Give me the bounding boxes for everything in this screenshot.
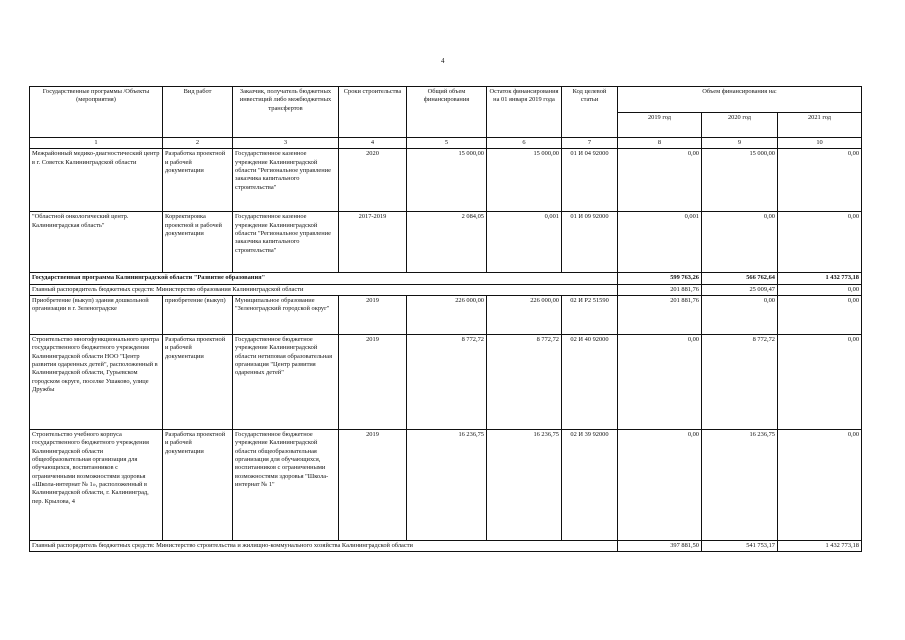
column-number: 1 xyxy=(30,138,163,149)
total-financing: 15 000,00 xyxy=(407,149,487,212)
distributor-title: Главный распорядитель бюджетных средств: Министерство образования Калининградской области xyxy=(30,284,618,295)
distributor-title: Главный распорядитель бюджетных средств: Министерство строительства и жилищно-коммунального хозяйства Калининградской области xyxy=(30,540,618,551)
amount-2020: 8 772,72 xyxy=(702,334,778,429)
customer: Государственное бюджетное учреждение Калининградской области общеобразовательная организация для обучающихся, воспитанников с ограниченными возможностями здоровья "Школа-интернат № 1" xyxy=(233,429,339,540)
target-code: 02 И 40 92000 xyxy=(562,334,618,429)
distributor-amount-2020: 25 009,47 xyxy=(702,284,778,295)
column-numbers-row xyxy=(30,138,862,149)
program-amount-2020: 566 762,64 xyxy=(702,273,778,284)
total-financing: 8 772,72 xyxy=(407,334,487,429)
table-row xyxy=(30,429,862,540)
header-remaining: Остаток финансирования на 01 января 2019 года xyxy=(487,87,562,138)
remaining-financing: 8 772,72 xyxy=(487,334,562,429)
target-code: 02 И 39 92000 xyxy=(562,429,618,540)
amount-2020: 0,00 xyxy=(702,295,778,334)
amount-2019: 0,00 xyxy=(618,429,702,540)
customer: Государственное казенное учреждение Калининградской области "Региональное управление заказчика капитального строительства" xyxy=(233,149,339,212)
amount-2021: 0,00 xyxy=(778,149,862,212)
page-number: 4 xyxy=(441,57,445,65)
amount-2019: 0,00 xyxy=(618,334,702,429)
header-work-type: Вид работ xyxy=(163,87,233,138)
budget-table xyxy=(29,86,862,552)
amount-2021: 0,00 xyxy=(778,295,862,334)
period: 2019 xyxy=(339,429,407,540)
distributor-amount-2020: 541 753,17 xyxy=(702,540,778,551)
header-programs: Государственные программы /Объекты (мероприятия) xyxy=(30,87,163,138)
header-year-2021: 2021 год xyxy=(778,112,862,138)
distributor-amount-2021: 1 432 773,18 xyxy=(778,540,862,551)
customer: Муниципальное образование "Зеленоградский городской округ" xyxy=(233,295,339,334)
work-type: Разработка проектной и рабочей документации xyxy=(163,334,233,429)
amount-2020: 0,00 xyxy=(702,212,778,273)
total-financing: 2 084,05 xyxy=(407,212,487,273)
work-type: Разработка проектной и рабочей документации xyxy=(163,149,233,212)
work-type: Разработка проектной и рабочей документации xyxy=(163,429,233,540)
program-amount-2019: 599 763,26 xyxy=(618,273,702,284)
period: 2017-2019 xyxy=(339,212,407,273)
column-number: 7 xyxy=(562,138,618,149)
distributor-row xyxy=(30,284,862,295)
header-total: Общий объем финансирования xyxy=(407,87,487,138)
work-type: Корректировка проектной и рабочей документации xyxy=(163,212,233,273)
period: 2019 xyxy=(339,295,407,334)
customer: Государственное бюджетное учреждение Калининградской области нетиповая образовательная организация "Центр развития одаренных детей" xyxy=(233,334,339,429)
distributor-amount-2019: 201 881,76 xyxy=(618,284,702,295)
amount-2021: 0,00 xyxy=(778,429,862,540)
total-financing: 226 000,00 xyxy=(407,295,487,334)
amount-2021: 0,00 xyxy=(778,334,862,429)
amount-2019: 0,001 xyxy=(618,212,702,273)
remaining-financing: 15 000,00 xyxy=(487,149,562,212)
total-financing: 16 236,75 xyxy=(407,429,487,540)
remaining-financing: 226 000,00 xyxy=(487,295,562,334)
target-code: 01 И 04 92000 xyxy=(562,149,618,212)
amount-2019: 201 881,76 xyxy=(618,295,702,334)
remaining-financing: 16 236,75 xyxy=(487,429,562,540)
project-name: "Областной онкологический центр. Калининградская область" xyxy=(30,212,163,273)
column-number: 4 xyxy=(339,138,407,149)
project-name: Строительство многофункционального центра государственного бюджетного учреждения Калининградской области НОО "Центр развития одаренных детей", расположенный в Калининградской области, Гурьевском городском округе, поселке Ушаково, улице Дружбы xyxy=(30,334,163,429)
distributor-amount-2021: 0,00 xyxy=(778,284,862,295)
column-number: 8 xyxy=(618,138,702,149)
column-number: 2 xyxy=(163,138,233,149)
column-number: 3 xyxy=(233,138,339,149)
project-name: Строительство учебного корпуса государственного бюджетного учреждения Калининградской области общеобразовательная организация для обучающихся, воспитанников с ограниченными возможностями здоровья «Школа-интернат № 1», расположенный в Калининградской области, г. Калининград, пер. Крылова, 4 xyxy=(30,429,163,540)
target-code: 01 И 09 92000 xyxy=(562,212,618,273)
period: 2020 xyxy=(339,149,407,212)
project-name: Приобретение (выкуп) здания дошкольной организации в г. Зеленоградске xyxy=(30,295,163,334)
customer: Государственное казенное учреждение Калининградской области "Региональное управление заказчика капитального строительства" xyxy=(233,212,339,273)
amount-2020: 16 236,75 xyxy=(702,429,778,540)
amount-2021: 0,00 xyxy=(778,212,862,273)
header-period: Сроки строительства xyxy=(339,87,407,138)
work-type: приобретение (выкуп) xyxy=(163,295,233,334)
column-number: 6 xyxy=(487,138,562,149)
table-row xyxy=(30,149,862,212)
target-code: 02 И Р2 51590 xyxy=(562,295,618,334)
project-name: Межрайонный медико-диагностический центр в г. Советск Калининградской области xyxy=(30,149,163,212)
amount-2020: 15 000,00 xyxy=(702,149,778,212)
distributor-amount-2019: 397 881,50 xyxy=(618,540,702,551)
program-row xyxy=(30,273,862,284)
header-row xyxy=(30,87,862,113)
program-title: Государственная программа Калининградской области "Развитие образования" xyxy=(30,273,618,284)
amount-2019: 0,00 xyxy=(618,149,702,212)
period: 2019 xyxy=(339,334,407,429)
header-year-2019: 2019 год xyxy=(618,112,702,138)
table-row xyxy=(30,212,862,273)
program-amount-2021: 1 432 773,18 xyxy=(778,273,862,284)
header-customer: Заказчик, получатель бюджетных инвестиций либо межбюджетных трансфертов xyxy=(233,87,339,138)
header-year-2020: 2020 год xyxy=(702,112,778,138)
column-number: 10 xyxy=(778,138,862,149)
distributor-row xyxy=(30,540,862,551)
column-number: 9 xyxy=(702,138,778,149)
column-number: 5 xyxy=(407,138,487,149)
table-row xyxy=(30,295,862,334)
header-code: Код целевой статьи xyxy=(562,87,618,138)
header-financing-group: Объем финансирования на: xyxy=(618,87,862,113)
remaining-financing: 0,001 xyxy=(487,212,562,273)
table-row xyxy=(30,334,862,429)
